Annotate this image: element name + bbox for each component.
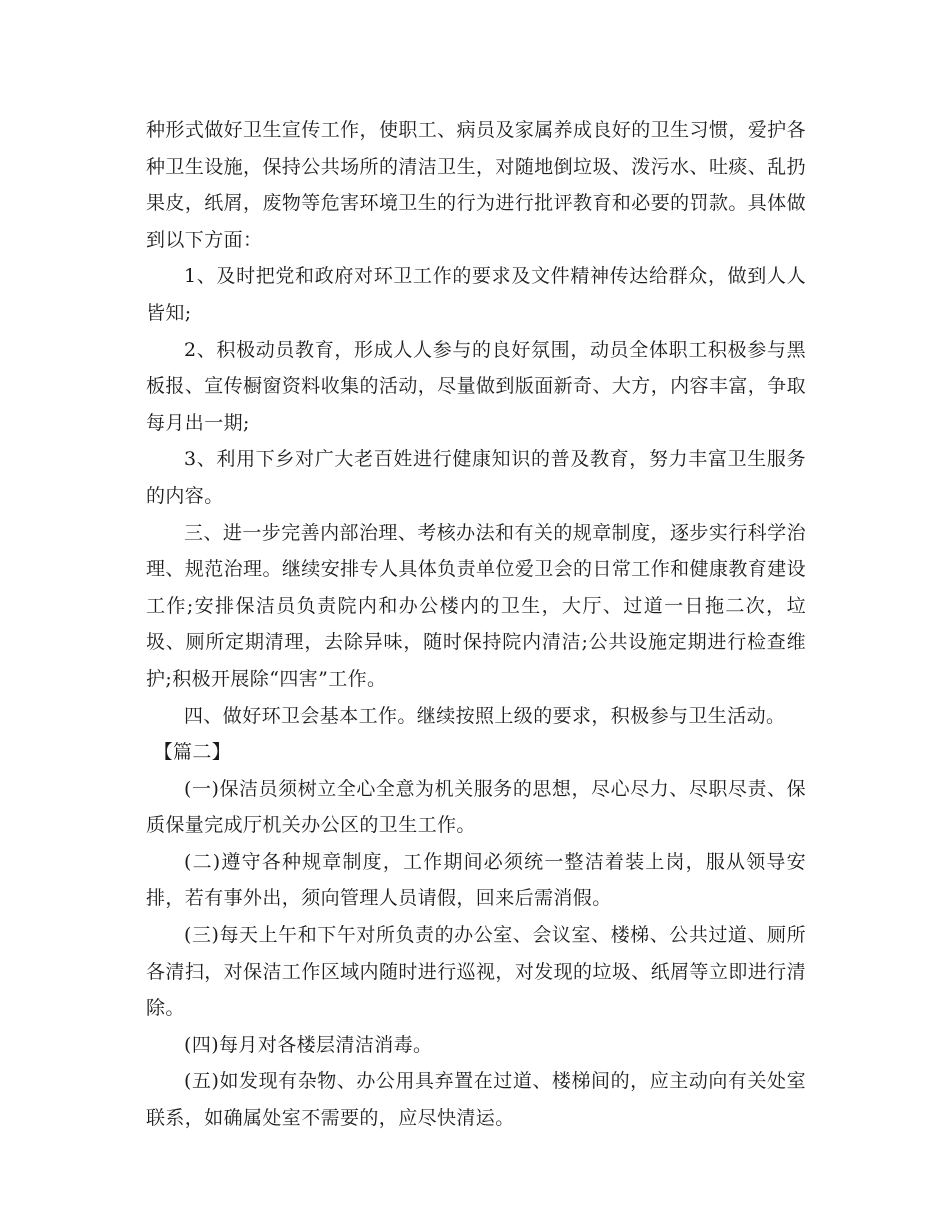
paragraph-rule-3: (三)每天上午和下午对所负责的办公室、会议室、楼梯、公共过道、厕所各清扫，对保洁工作区域内随时进行巡视，对发现的垃圾、纸屑等立即进行清除。	[146, 924, 806, 1020]
paragraph-section-4: 四、做好环卫会基本工作。继续按照上级的要求，积极参与卫生活动。	[184, 704, 786, 727]
paragraph-item-3: 3、利用下乡对广大老百姓进行健康知识的普及教育，努力丰富卫生服务的内容。	[146, 448, 806, 507]
document-body	[146, 112, 806, 1137]
paragraph-rule-5: (五)如发现有杂物、办公用具弃置在过道、楼梯间的，应主动向有关处室联系，如确属处室不需要的，应尽快清运。	[146, 1070, 806, 1130]
paragraph-section-3: 三、进一步完善内部治理、考核办法和有关的规章制度，逐步实行科学治理、规范治理。继续安排专人具体负责单位爱卫会的日常工作和健康教育建设工作;安排保洁员负责院内和办公楼内的卫生，大厅、过道一日拖二次，垃圾、厕所定期清理，去除异味，随时保持院内清洁;公共设施定期进行检查维护;积极开展除“四害”工作。	[146, 521, 806, 690]
paragraph-rule-2: (二)遵守各种规章制度，工作期间必须统一整洁着装上岗，服从领导安排，若有事外出，须向管理人员请假，回来后需消假。	[146, 850, 806, 910]
paragraph-rule-1: (一)保洁员须树立全心全意为机关服务的思想，尽心尽力、尽职尽责、保质保量完成厅机关办公区的卫生工作。	[146, 777, 806, 837]
paragraph-intro: 种形式做好卫生宣传工作，使职工、病员及家属养成良好的卫生习惯，爱护各种卫生设施，保持公共场所的清洁卫生，对随地倒垃圾、泼污水、吐痰、乱扔果皮，纸屑，废物等危害环境卫生的行为进行批评教育和必要的罚款。具体做到以下方面：	[146, 119, 806, 251]
paragraph-item-1: 1、及时把党和政府对环卫工作的要求及文件精神传达给群众，做到人人皆知;	[146, 265, 806, 324]
paragraph-item-2: 2、积极动员教育，形成人人参与的良好氛围，动员全体职工积极参与黑板报、宣传橱窗资料收集的活动，尽量做到版面新奇、大方，内容丰富，争取每月出一期;	[146, 338, 806, 434]
paragraph-rule-4: (四)每月对各楼层清洁消毒。	[184, 1033, 433, 1056]
section-heading: 【篇二】	[153, 741, 232, 764]
